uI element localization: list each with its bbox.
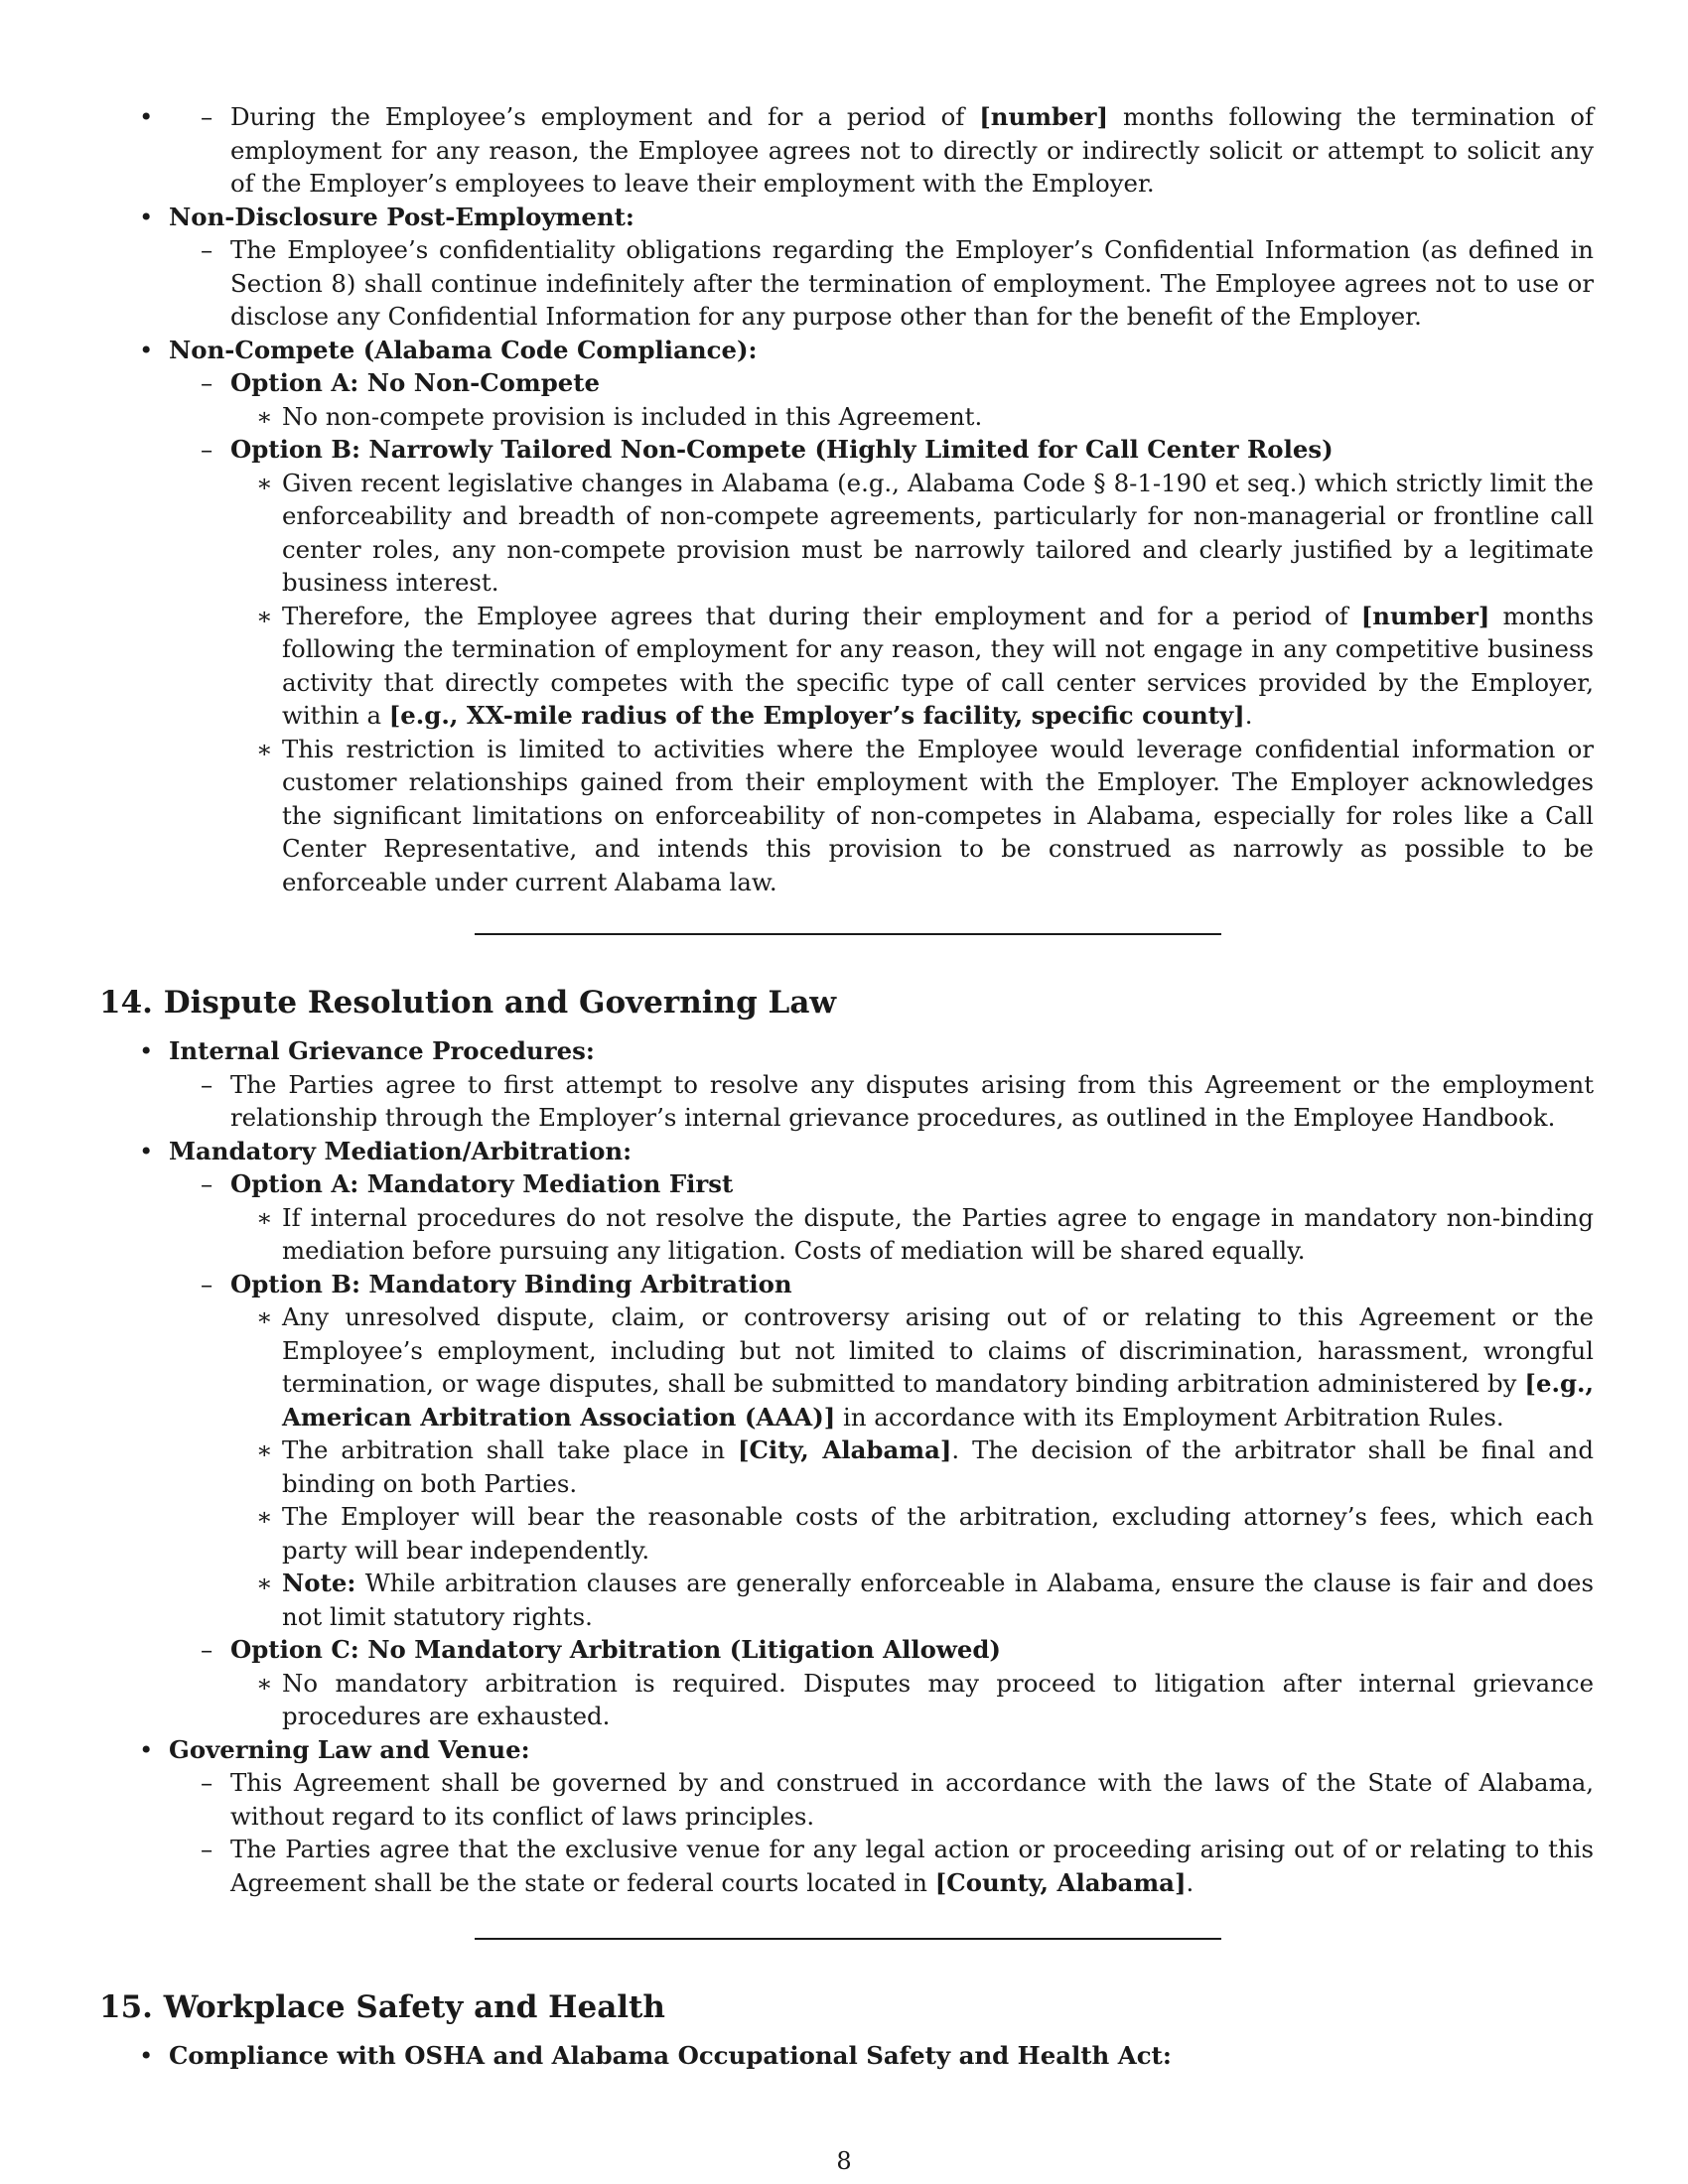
- noncompete-option-b-item-2: [230, 600, 1594, 733]
- arbitration-note-text: While arbitration clauses are generally enforceable in Alabama, ensure the clause is fair and does not limit statutory rights.: [282, 1569, 1594, 1631]
- grievance-text: The Parties agree to first attempt to resolve any disputes arising from this Agreement or the employment relationship through the Employer’s internal grievance procedures, as outlined in the Employee Handbook.: [230, 1069, 1594, 1132]
- osha-item: [99, 2039, 1594, 2073]
- noncompete-placeholder-number: [number]: [1360, 601, 1490, 630]
- section-divider-2: [475, 1938, 1221, 1940]
- arbitration-placeholder-city: [City, Alabama]: [737, 1435, 952, 1464]
- noncompete-heading: Non-Compete (Alabama Code Compliance):: [169, 335, 758, 364]
- mediation-option-a-list: [230, 1201, 1594, 1268]
- noncompete-option-a-text: No non-compete provision is included in this Agreement.: [282, 401, 983, 431]
- nonsolicit-employees-item: [169, 100, 1594, 201]
- mediation-option-c-heading: Option C: No Mandatory Arbitration (Litigation Allowed): [230, 1635, 1001, 1664]
- noncompete-option-b: [169, 433, 1594, 898]
- mediation-option-a-text-item: [230, 1201, 1594, 1268]
- noncompete-option-b-text-1: Given recent legislative changes in Alabama (e.g., Alabama Code § 8-1-190 et seq.) which strictly limit the enforceability and breadth of non-compete agreements, particularly for non-managerial or frontline call center roles, any non-compete provision must be narrowly tailored and clearly justified by a legitimate business interest.: [282, 468, 1594, 597]
- nondisclosure-text: The Employee’s confidentiality obligations regarding the Employer’s Confidential Information (as defined in Section 8) shall continue indefinitely after the termination of employment. The Employee agrees not to use or disclose any Confidential Information for any purpose other than for the benefit of the Employer.: [230, 235, 1594, 331]
- page-number: 8: [836, 2147, 852, 2175]
- noncompete-option-b-text-3: This restriction is limited to activities where the Employee would leverage confidential information or customer relationships gained from their employment with the Employer. The Employer acknowledges the significant limitations on enforceability of non-competes in Alabama, especially for roles like a Call Center Representative, and intends this provision to be construed as narrowly as possible to be enforceable under current Alabama law.: [282, 734, 1594, 896]
- arbitration-note-label: Note:: [282, 1569, 356, 1597]
- section-divider-1: [475, 933, 1221, 935]
- noncompete-option-a-heading: Option A: No Non-Compete: [230, 368, 601, 397]
- arbitration-item-2: [230, 1433, 1594, 1500]
- mediation-option-a-heading: Option A: Mandatory Mediation First: [230, 1169, 734, 1198]
- governing-law-text-1-item: [169, 1766, 1594, 1833]
- governing-law-text-2a: The Parties agree that the exclusive venue for any legal action or proceeding arising out of or relating to this Agreement shall be the state or federal courts located in: [230, 1835, 1594, 1897]
- noncompete-option-b-list: [230, 467, 1594, 899]
- arbitration-text-1a: Any unresolved dispute, claim, or controversy arising out of or relating to this Agreement or the Employee’s employment, including but not limited to claims of discrimination, harassment, wrongful termination, or wage disputes, shall be submitted to mandatory binding arbitration administered by: [282, 1302, 1594, 1398]
- nonsolicit-text-1: During the Employee’s employment and for a period of: [230, 102, 980, 131]
- grievance-item: [99, 1034, 1594, 1135]
- mediation-option-c-list: [230, 1667, 1594, 1733]
- mediation-option-a: [169, 1167, 1594, 1268]
- section-15-body: [99, 2039, 1594, 2073]
- section-15-title: 15. Workplace Safety and Health: [99, 1989, 665, 2025]
- mediation-item: [99, 1135, 1594, 1733]
- governing-law-sublist: [169, 1766, 1594, 1899]
- osha-heading: Compliance with OSHA and Alabama Occupational Safety and Health Act:: [169, 2041, 1172, 2070]
- arbitration-text-2a: The arbitration shall take place in: [282, 1435, 738, 1464]
- mediation-option-b-heading: Option B: Mandatory Binding Arbitration: [230, 1269, 792, 1298]
- mediation-sublist: [169, 1167, 1594, 1733]
- noncompete-option-b-heading: Option B: Narrowly Tailored Non-Compete (Highly Limited for Call Center Roles): [230, 435, 1334, 464]
- grievance-sublist: [169, 1068, 1594, 1135]
- noncompete-item: [99, 334, 1594, 899]
- mediation-option-c-text: No mandatory arbitration is required. Disputes may proceed to litigation after internal grievance procedures are exhausted.: [282, 1668, 1594, 1730]
- noncompete-option-a-text-item: [230, 400, 1594, 434]
- venue-placeholder-county: [County, Alabama]: [934, 1867, 1187, 1897]
- noncompete-option-b-item-1: [230, 467, 1594, 600]
- top-continuation: [99, 100, 1594, 898]
- continued-list: [99, 100, 1594, 898]
- governing-law-text-2-item: [169, 1833, 1594, 1899]
- mediation-option-c-text-item: [230, 1667, 1594, 1733]
- noncompete-option-b-text-2c: .: [1244, 701, 1253, 730]
- nondisclosure-item: [99, 201, 1594, 334]
- governing-law-item: [99, 1733, 1594, 1900]
- mediation-heading: Mandatory Mediation/Arbitration:: [169, 1136, 633, 1165]
- nondisclosure-text-item: [169, 233, 1594, 334]
- grievance-text-item: [169, 1068, 1594, 1135]
- nondisclosure-sublist: [169, 233, 1594, 334]
- arbitration-item-3: [230, 1500, 1594, 1567]
- arbitration-text-3: The Employer will bear the reasonable costs of the arbitration, excluding attorney’s fees, which each party will bear independently.: [282, 1502, 1594, 1565]
- grievance-heading: Internal Grievance Procedures:: [169, 1036, 595, 1065]
- section-14-list: [99, 1034, 1594, 1899]
- noncompete-option-b-text-2a: Therefore, the Employee agrees that during their employment and for a period of: [282, 601, 1361, 630]
- nonsolicit-placeholder-number: [number]: [979, 102, 1109, 131]
- governing-law-text-1: This Agreement shall be governed by and construed in accordance with the laws of the State of Alabama, without regard to its conflict of laws principles.: [230, 1768, 1594, 1831]
- noncompete-placeholder-radius: [e.g., XX-mile radius of the Employer’s facility, specific county]: [388, 701, 1245, 730]
- section-14-title: 14. Dispute Resolution and Governing Law: [99, 985, 837, 1021]
- arbitration-text-2b: . The decision of the arbitrator shall be final and binding on both Parties.: [282, 1435, 1594, 1498]
- noncompete-option-b-item-3: [230, 733, 1594, 899]
- noncompete-sublist: [169, 366, 1594, 898]
- nonsolicit-sublist: [169, 100, 1594, 201]
- nondisclosure-heading: Non-Disclosure Post-Employment:: [169, 202, 634, 231]
- section-14-body: [99, 1034, 1594, 1899]
- mediation-option-a-text: If internal procedures do not resolve the dispute, the Parties agree to engage in mandatory non-binding mediation before pursuing any litigation. Costs of mediation will be shared equally.: [282, 1202, 1594, 1265]
- noncompete-option-a: [169, 366, 1594, 433]
- arbitration-placeholder-aaa: [e.g., American Arbitration Association (AAA)]: [282, 1369, 1594, 1432]
- mediation-option-b: [169, 1268, 1594, 1634]
- governing-law-heading: Governing Law and Venue:: [169, 1734, 530, 1764]
- arbitration-item-4: [230, 1567, 1594, 1633]
- mediation-option-c: [169, 1633, 1594, 1733]
- governing-law-text-2b: .: [1186, 1867, 1195, 1897]
- continued-item: [99, 100, 1594, 201]
- noncompete-option-a-list: [230, 400, 1594, 434]
- mediation-option-b-list: [230, 1300, 1594, 1633]
- section-15-list: [99, 2039, 1594, 2073]
- nonsolicit-text-2: months following the termination of employment for any reason, the Employee agrees not to directly or indirectly solicit or attempt to solicit any of the Employer’s employees to leave their employment with the Employer.: [230, 102, 1594, 198]
- noncompete-option-b-text-2b: months following the termination of employment for any reason, they will not engage in any competitive business activity that directly competes with the specific type of call center services provided by the Employer, within a: [282, 601, 1594, 730]
- arbitration-item-1: [230, 1300, 1594, 1433]
- arbitration-text-1b: in accordance with its Employment Arbitration Rules.: [835, 1402, 1504, 1432]
